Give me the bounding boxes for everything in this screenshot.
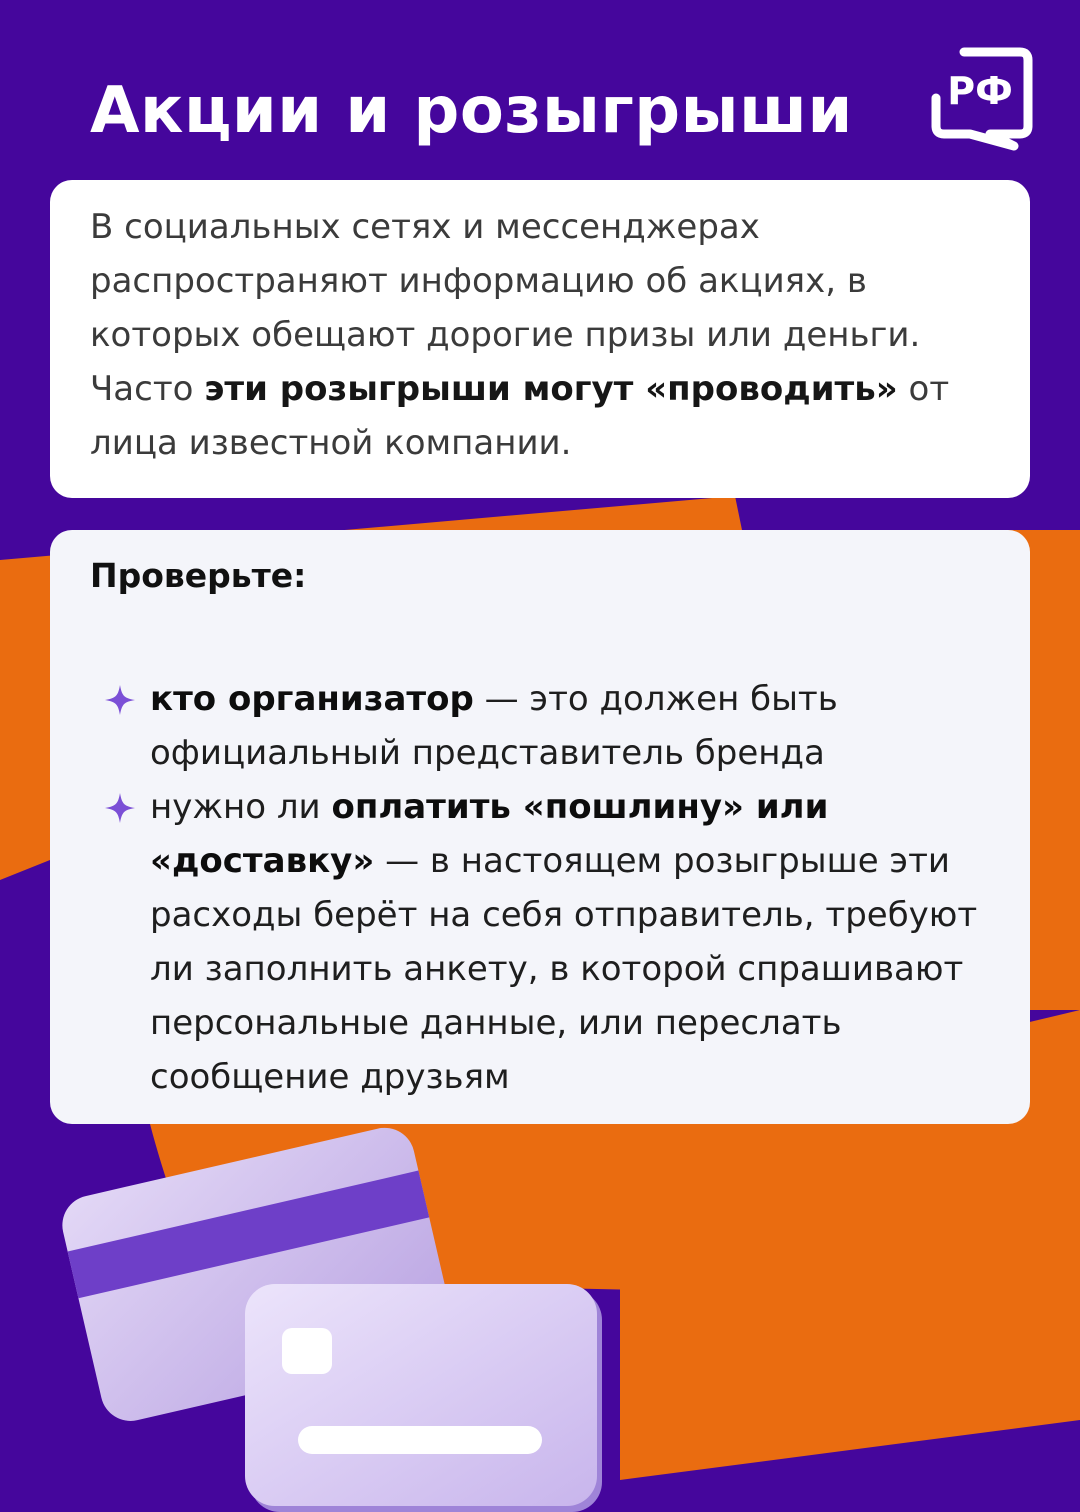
- page-title: Акции и розыгрыши: [90, 74, 853, 148]
- bank-cards-illustration: [60, 1090, 660, 1512]
- sparkle-icon: [104, 792, 136, 824]
- intro-text: В социальных сетях и мессенджерах распространяют информацию об акциях, в которых обещают дорогие призы или деньги. Часто эти розыгрыши могут «проводить» от лица известной компании.: [90, 207, 950, 463]
- checklist-heading: Проверьте:: [90, 556, 307, 595]
- logo-text: РФ: [947, 69, 1013, 113]
- speech-bubble-logo: [930, 46, 1034, 154]
- checklist-card: [50, 530, 1030, 1124]
- intro-card: [50, 180, 1030, 498]
- item-highlight: кто организатор: [150, 679, 474, 719]
- item-highlight: оплатить «пошлину» или «доставку»: [150, 787, 829, 881]
- checklist: [90, 672, 990, 1104]
- list-item: нужно ли оплатить «пошлину» или «доставку» — в настоящем розыгрыше эти расходы берёт на себя отправитель, требуют ли заполнить анкету, в которой спрашивают персональные данные, или переслать сообщение друзьям: [90, 780, 990, 1104]
- list-item: кто организатор — это должен быть официальный представитель бренда: [90, 672, 990, 780]
- intro-highlight: эти розыгрыши могут «проводить»: [204, 369, 898, 409]
- sparkle-icon: [104, 684, 136, 716]
